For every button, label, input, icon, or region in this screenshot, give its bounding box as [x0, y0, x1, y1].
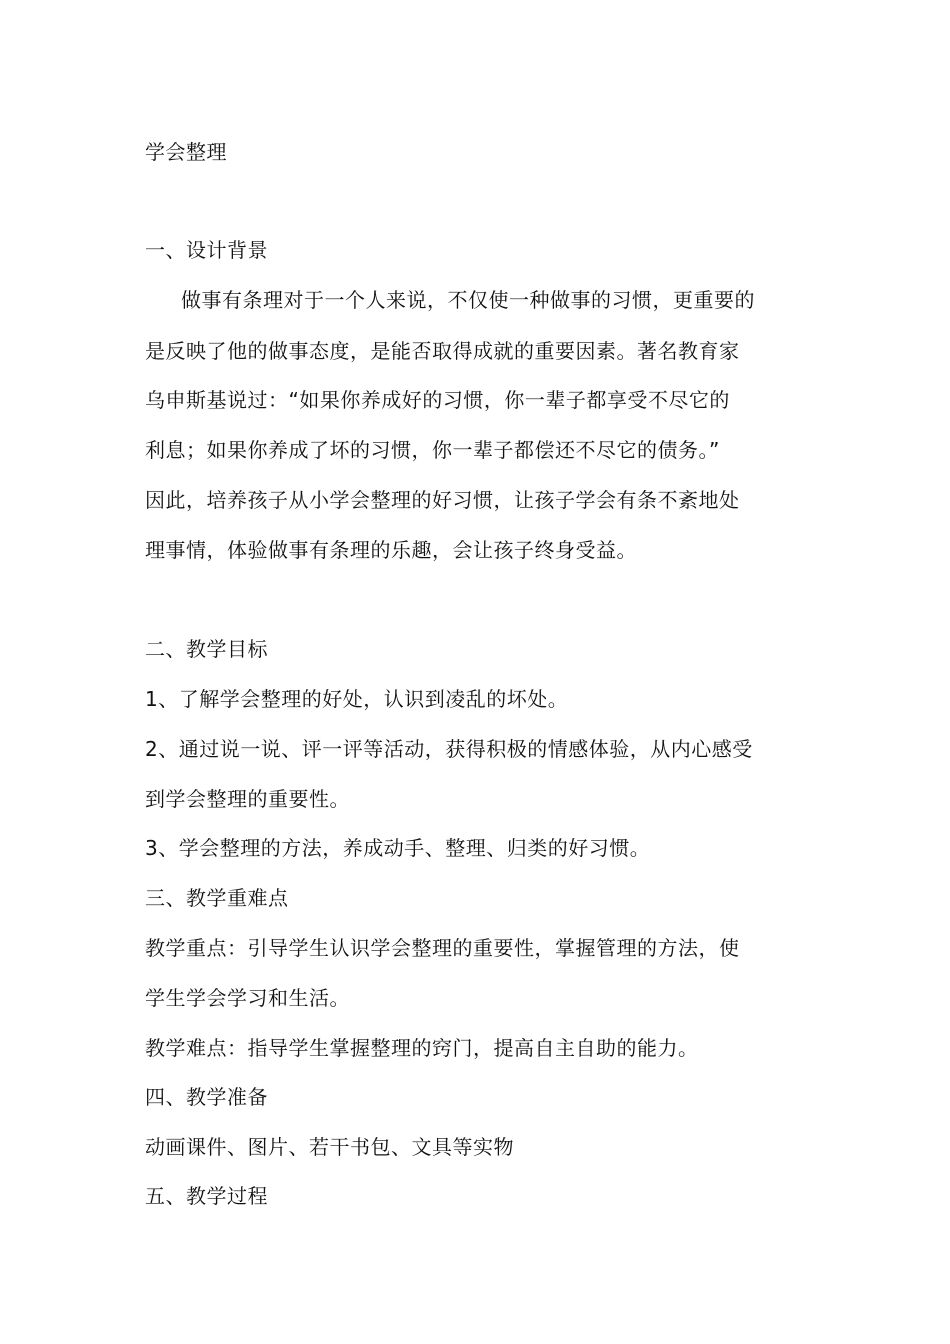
objective-item: 1、了解学会整理的好处，认识到凌乱的坏处。	[145, 687, 569, 711]
section-heading-process: 五、教学过程	[145, 1184, 268, 1208]
key-point-line: 教学重点：引导学生认识学会整理的重要性，掌握管理的方法，使	[145, 936, 740, 960]
paragraph-line: 乌申斯基说过：“如果你养成好的习惯，你一辈子都享受不尽它的	[145, 388, 730, 412]
paragraph-line: 理事情，体验做事有条理的乐趣，会让孩子终身受益。	[145, 538, 637, 562]
paragraph-line: 利息；如果你养成了坏的习惯，你一辈子都偿还不尽它的债务。”	[145, 438, 720, 462]
preparation-line: 动画课件、图片、若干书包、文具等实物	[145, 1135, 514, 1159]
difficulty-line: 教学难点：指导学生掌握整理的窍门，提高自主自助的能力。	[145, 1036, 699, 1060]
section-heading-preparation: 四、教学准备	[145, 1085, 268, 1109]
section-heading-key-points: 三、教学重难点	[145, 886, 289, 910]
objective-item-continuation: 到学会整理的重要性。	[145, 787, 350, 811]
objective-item: 3、学会整理的方法，养成动手、整理、归类的好习惯。	[145, 836, 651, 860]
section-heading-objectives: 二、教学目标	[145, 637, 268, 661]
objective-item: 2、通过说一说、评一评等活动，获得积极的情感体验，从内心感受	[145, 737, 753, 761]
paragraph-line: 因此，培养孩子从小学会整理的好习惯，让孩子学会有条不紊地处	[145, 488, 740, 512]
section-heading-background: 一、设计背景	[145, 238, 268, 262]
document-title: 学会整理	[145, 140, 227, 164]
paragraph-line: 是反映了他的做事态度，是能否取得成就的重要因素。著名教育家	[145, 339, 740, 363]
paragraph-line: 做事有条理对于一个人来说，不仅使一种做事的习惯，更重要的	[181, 288, 755, 312]
key-point-line: 学生学会学习和生活。	[145, 986, 350, 1010]
